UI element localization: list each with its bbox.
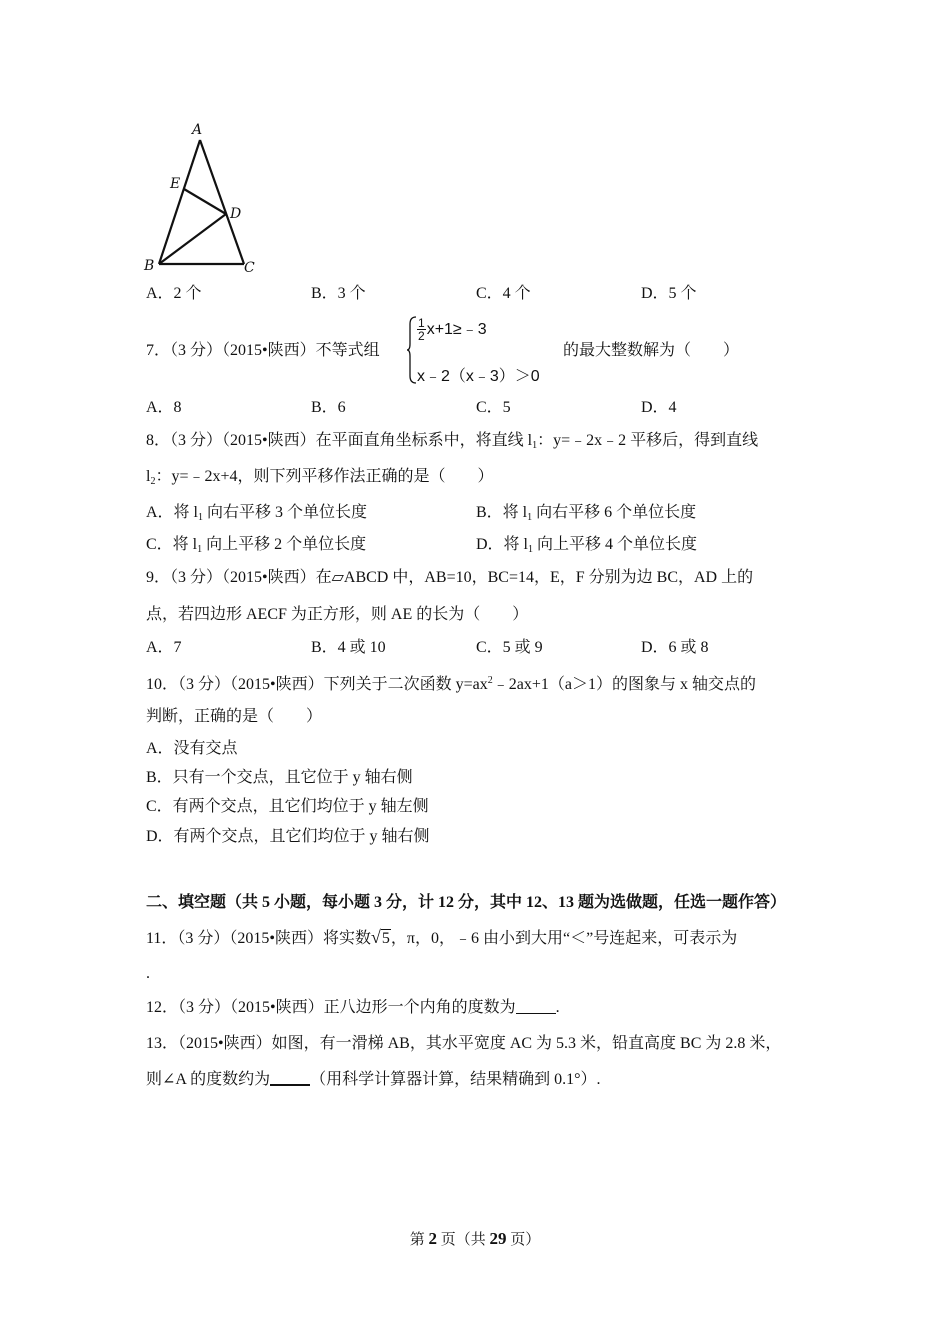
q8-option-b: B．将 $l_1$ 向右平移 6 个单位长度: [476, 504, 697, 523]
label-b: B: [144, 258, 155, 274]
label-a: A: [192, 122, 203, 138]
q10-option-d: D．有两个交点，且它们均位于 y 轴右侧: [146, 828, 430, 845]
q10-option-b: B．只有一个交点，且它位于 y 轴右侧: [146, 769, 413, 786]
q7-suffix: 的最大整数解为（ ）: [563, 342, 740, 359]
q10-option-c: C．有两个交点，且它们均位于 y 轴左侧: [146, 798, 429, 815]
q8-option-a: A．将 $l_1$ 向右平移 3 个单位长度: [146, 504, 368, 523]
q9-option-a: A．7: [146, 639, 182, 656]
page-total: 29: [489, 1229, 507, 1248]
q11-line-2: .: [146, 965, 150, 982]
q8-line-1: 8．（3 分）（2015•陕西）在平面直角坐标系中，将直线 $l_1$：y=﹣2x﹣2 平移后，得到直线: [146, 432, 759, 451]
q7-fraction: [417, 317, 426, 342]
q13-line-1: 13．（2015•陕西）如图，有一滑梯 AB，其水平宽度 AC 为 5.3 米，铅直高度 BC 为 2.8 米，: [146, 1035, 782, 1052]
q9-option-c: C．5 或 9: [476, 639, 543, 656]
q6-option-b: B．3 个: [311, 285, 366, 302]
q7-prefix: 7．（3 分）（2015•陕西）不等式组: [146, 342, 380, 359]
q9-line-1: 9．（3 分）（2015•陕西）在▱ABCD 中，AB=10，BC=14，E，F 分别为边 BC，AD 上的: [146, 569, 754, 586]
page-footer: 第 2 页（共 29 页）: [409, 1229, 541, 1248]
q7-inequality-2: x﹣2（x﹣3）＞0: [417, 368, 540, 385]
section-2-heading: 二、填空题（共 5 小题，每小题 3 分，计 12 分，其中 12、13 题为选做题，任选一题作答）: [146, 894, 787, 911]
q6-option-a: A．2 个: [146, 285, 202, 302]
q10-line-2: 判断，正确的是（ ）: [146, 708, 323, 725]
q7-inequality-1-rest: x+1≥﹣3: [426, 321, 487, 338]
q7-option-a: A．8: [146, 399, 182, 416]
q7-fraction-num: 1: [418, 316, 425, 331]
label-e: E: [170, 176, 181, 192]
q8-option-d: D．将 $l_1$ 向上平移 4 个单位长度: [476, 536, 698, 555]
q7-option-c: C．5: [476, 399, 511, 416]
q6-option-c: C．4 个: [476, 285, 531, 302]
q8-option-c: C．将 $l_1$ 向上平移 2 个单位长度: [146, 536, 367, 555]
q9-line-2: 点，若四边形 AECF 为正方形，则 AE 的长为（ ）: [146, 606, 529, 623]
inequality-brace: [407, 316, 417, 384]
q10-line-1: 10．（3 分）（2015•陕西）下列关于二次函数 $y=ax^2﹣2ax+1(a>1)$的图象与 x 轴交点的: [146, 675, 756, 693]
sqrt-symbol: √5: [371, 927, 390, 947]
q7-option-b: B．6: [311, 399, 346, 416]
label-c: C: [244, 260, 255, 276]
q13-answer-blank: [270, 1070, 310, 1086]
q7-fraction-den: 2: [418, 329, 425, 344]
q9-option-d: D．6 或 8: [641, 639, 709, 656]
q7-option-d: D．4: [641, 399, 677, 416]
page-number: 2: [428, 1229, 437, 1248]
segment-bd: [159, 214, 226, 264]
triangle-figure: [140, 118, 270, 278]
segment-ab: [159, 140, 200, 264]
q11-line-1: 11．（3 分）（2015•陕西）将实数√5，π，0，﹣6 由小到大用“＜”号连起来，可表示为: [146, 927, 738, 947]
q12-answer-blank: [516, 999, 556, 1014]
q12-line: 12．（3 分）（2015•陕西）正八边形一个内角的度数为 .: [146, 999, 560, 1016]
q13-line-2: 则∠A 的度数约为 （用科学计算器计算，结果精确到 0.1°）.: [146, 1071, 601, 1088]
label-d: D: [230, 206, 242, 222]
q6-option-d: D．5 个: [641, 285, 697, 302]
q7-inequality-1: [417, 316, 487, 342]
q10-option-a: A．没有交点: [146, 740, 238, 757]
q8-line-2: $l_2$：y=﹣2x+4，则下列平移作法正确的是（ ）: [146, 468, 494, 487]
q9-option-b: B．4 或 10: [311, 639, 386, 656]
